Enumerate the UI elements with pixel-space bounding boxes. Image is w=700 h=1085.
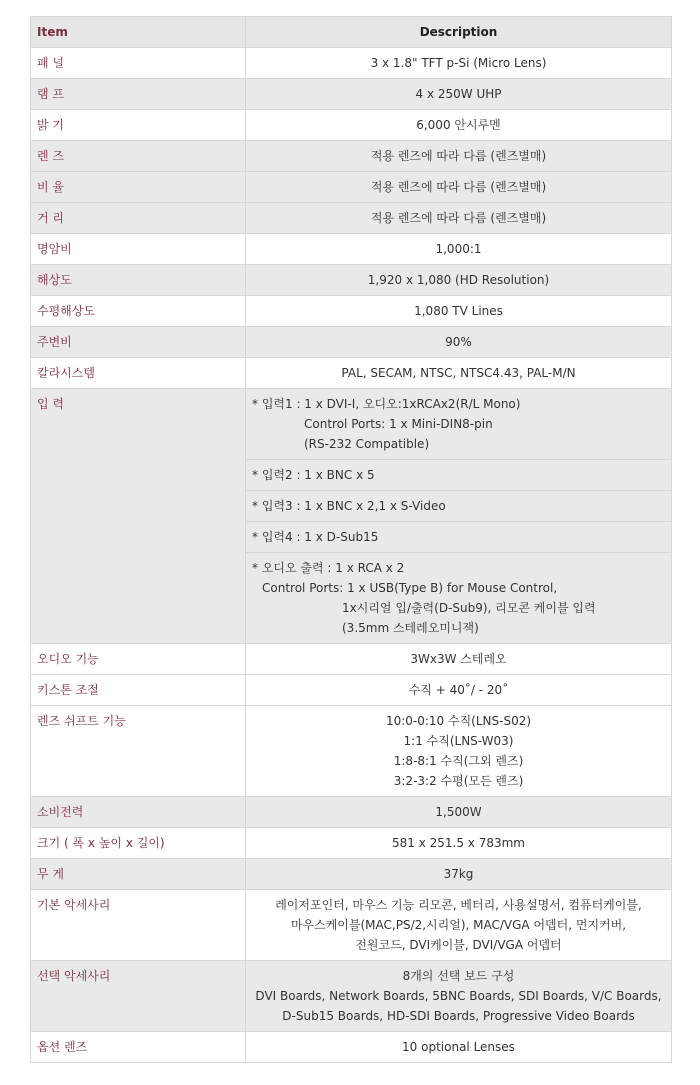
value-line: 10 optional Lenses bbox=[402, 1040, 515, 1054]
table-row bbox=[31, 890, 672, 961]
row-value: PAL, SECAM, NTSC, NTSC4.43, PAL-M/N bbox=[246, 358, 672, 389]
table-row bbox=[31, 327, 672, 358]
header-item: Item bbox=[31, 17, 246, 48]
input-block-4 bbox=[246, 522, 672, 553]
value-line: 3Wx3W 스테레오 bbox=[410, 652, 507, 666]
spec-table bbox=[30, 16, 672, 1063]
table-row bbox=[31, 110, 672, 141]
row-label: 렌 즈 bbox=[31, 141, 246, 172]
row-value: 4 x 250W UHP bbox=[246, 79, 672, 110]
row-label: 오디오 기능 bbox=[31, 644, 246, 675]
input-line: * 오디오 출력 : 1 x RCA x 2 bbox=[252, 561, 405, 575]
row-value bbox=[246, 859, 672, 890]
table-row bbox=[31, 79, 672, 110]
table-row bbox=[31, 234, 672, 265]
row-label: 수평해상도 bbox=[31, 296, 246, 327]
table-row bbox=[31, 706, 672, 797]
row-label: 패 널 bbox=[31, 48, 246, 79]
value-line: D-Sub15 Boards, HD-SDI Boards, Progressive Video Boards bbox=[282, 1009, 635, 1023]
value-line: 1,500W bbox=[435, 805, 482, 819]
table-row bbox=[31, 1032, 672, 1063]
input-line: * 입력4 : 1 x D-Sub15 bbox=[252, 530, 379, 544]
row-value bbox=[246, 961, 672, 1032]
row-value: 6,000 안시루멘 bbox=[246, 110, 672, 141]
table-row bbox=[31, 797, 672, 828]
header-description: Description bbox=[246, 17, 672, 48]
value-line: 37kg bbox=[443, 867, 474, 881]
row-value bbox=[246, 890, 672, 961]
input-line: Control Ports: 1 x Mini-DIN8-pin bbox=[304, 417, 493, 431]
row-value: 3 x 1.8" TFT p-Si (Micro Lens) bbox=[246, 48, 672, 79]
row-value: 1,000:1 bbox=[246, 234, 672, 265]
value-line: 10:0-0:10 수직(LNS-S02) bbox=[385, 714, 532, 728]
input-block-1 bbox=[246, 389, 672, 460]
row-label: 크기 ( 폭 x 높이 x 길이) bbox=[31, 828, 246, 859]
row-value: 적용 렌즈에 따라 다름 (렌즈별매) bbox=[246, 172, 672, 203]
row-value bbox=[246, 828, 672, 859]
row-value bbox=[246, 797, 672, 828]
row-value bbox=[246, 644, 672, 675]
row-value: 1,080 TV Lines bbox=[246, 296, 672, 327]
table-row bbox=[31, 203, 672, 234]
table-row bbox=[31, 358, 672, 389]
input-line: (RS-232 Compatible) bbox=[304, 437, 430, 451]
table-row bbox=[31, 48, 672, 79]
row-value: 적용 렌즈에 따라 다름 (렌즈별매) bbox=[246, 203, 672, 234]
row-label: 램 프 bbox=[31, 79, 246, 110]
input-line: 1x시리얼 입/출력(D-Sub9), 리모콘 케이블 입력 bbox=[342, 601, 596, 615]
input-block-5 bbox=[246, 553, 672, 644]
value-line: 1:8-8:1 수직(그외 렌즈) bbox=[393, 754, 524, 768]
input-block-2 bbox=[246, 460, 672, 491]
row-label: 무 게 bbox=[31, 859, 246, 890]
header-row bbox=[31, 17, 672, 48]
row-value bbox=[246, 1032, 672, 1063]
row-label: 소비전력 bbox=[31, 797, 246, 828]
row-value: 적용 렌즈에 따라 다름 (렌즈별매) bbox=[246, 141, 672, 172]
table-row bbox=[31, 859, 672, 890]
value-line: 581 x 251.5 x 783mm bbox=[391, 836, 525, 850]
table-row bbox=[31, 296, 672, 327]
table-row bbox=[31, 828, 672, 859]
input-label: 입 력 bbox=[31, 389, 246, 644]
input-row bbox=[31, 389, 672, 460]
row-label: 키스톤 조절 bbox=[31, 675, 246, 706]
input-line: * 입력3 : 1 x BNC x 2,1 x S-Video bbox=[252, 499, 446, 513]
spec-table-container bbox=[30, 16, 671, 1063]
table-row bbox=[31, 172, 672, 203]
row-label: 옵션 렌즈 bbox=[31, 1032, 246, 1063]
row-value: 90% bbox=[246, 327, 672, 358]
value-line: 3:2-3:2 수평(모든 렌즈) bbox=[393, 774, 524, 788]
value-line: 전원코드, DVI케이블, DVI/VGA 어뎁터 bbox=[355, 938, 562, 952]
value-line: 8개의 선택 보드 구성 bbox=[402, 969, 515, 983]
input-block-3 bbox=[246, 491, 672, 522]
value-line: 레이저포인터, 마우스 기능 리모콘, 베터리, 사용설명서, 컴퓨터케이블, bbox=[275, 898, 642, 912]
value-line: 1:1 수직(LNS-W03) bbox=[403, 734, 514, 748]
row-label: 해상도 bbox=[31, 265, 246, 296]
row-label: 밝 기 bbox=[31, 110, 246, 141]
row-label: 칼라시스템 bbox=[31, 358, 246, 389]
input-line: Control Ports: 1 x USB(Type B) for Mouse Control, bbox=[262, 581, 558, 595]
value-line: DVI Boards, Network Boards, 5BNC Boards, SDI Boards, V/C Boards, bbox=[255, 989, 662, 1003]
table-row bbox=[31, 675, 672, 706]
row-value bbox=[246, 706, 672, 797]
table-row bbox=[31, 644, 672, 675]
value-line: 마우스케이블(MAC,PS/2,시리얼), MAC/VGA 어뎁터, 먼지커버, bbox=[290, 918, 627, 932]
row-value bbox=[246, 675, 672, 706]
table-row bbox=[31, 141, 672, 172]
row-label: 거 리 bbox=[31, 203, 246, 234]
row-label: 선택 악세사리 bbox=[31, 961, 246, 1032]
table-row bbox=[31, 265, 672, 296]
value-line: 수직 + 40˚/ - 20˚ bbox=[408, 683, 509, 697]
input-line: (3.5mm 스테레오미니잭) bbox=[342, 621, 479, 635]
row-value: 1,920 x 1,080 (HD Resolution) bbox=[246, 265, 672, 296]
row-label: 렌즈 쉬프트 기능 bbox=[31, 706, 246, 797]
input-line: * 입력1 : 1 x DVI-I, 오디오:1xRCAx2(R/L Mono) bbox=[252, 397, 521, 411]
row-label: 명암비 bbox=[31, 234, 246, 265]
row-label: 비 율 bbox=[31, 172, 246, 203]
table-row bbox=[31, 961, 672, 1032]
row-label: 주변비 bbox=[31, 327, 246, 358]
row-label: 기본 악세사리 bbox=[31, 890, 246, 961]
input-line: * 입력2 : 1 x BNC x 5 bbox=[252, 468, 375, 482]
